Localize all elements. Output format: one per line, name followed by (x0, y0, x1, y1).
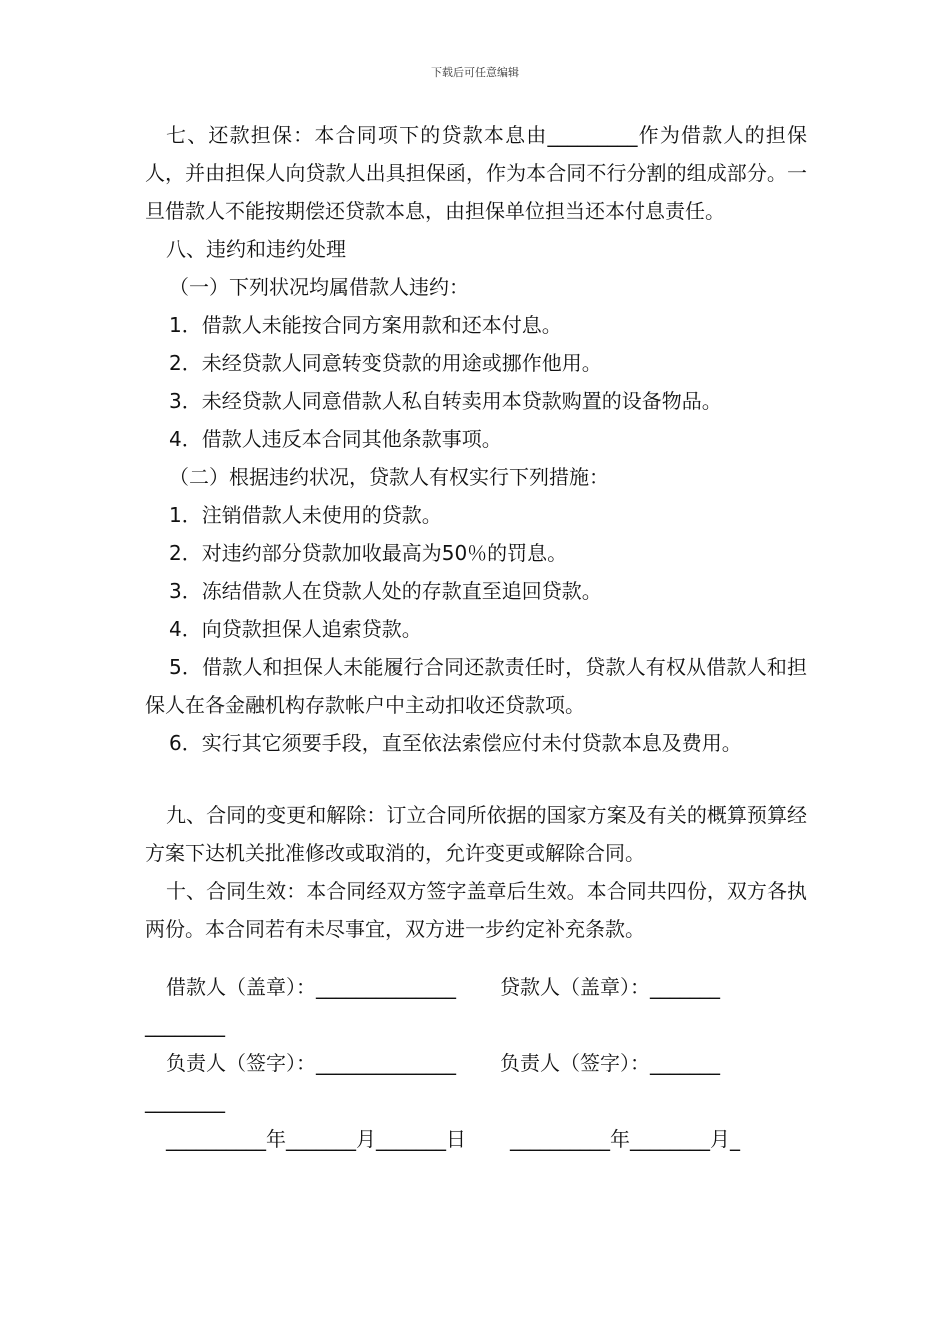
borrower-sign-field: 负责人（签字）：______________ (166, 1051, 456, 1075)
section-gap (145, 762, 807, 796)
contract-body (145, 116, 807, 1158)
borrower-date-field: __________年_______月_______日 (166, 1127, 466, 1151)
seal-line (145, 968, 807, 1006)
sign-line (145, 1044, 807, 1082)
clause-7-repayment-guarantee: 七、还款担保：本合同项下的贷款本息由_________作为借款人的担保人，并由担保人向贷款人出具担保函，作为本合同不行分割的组成部分。一旦借款人不能按期偿还贷款本息，由担保单位担当还本付息责任。 (145, 123, 807, 223)
lender-sign-field: 负责人（签字）：_______ (500, 1051, 720, 1075)
clause-8-2-item-2: 2．对违约部分贷款加收最高为50％的罚息。 (169, 541, 568, 565)
lender-date-field: __________年________月_ (510, 1127, 740, 1151)
clause-8-2-heading: （二）根据违约状况，贷款人有权实行下列措施： (169, 465, 609, 489)
clause-8-title: 八、违约和违约处理 (166, 237, 346, 261)
page-header-note: 下载后可任意编辑 (431, 66, 519, 79)
sign-line-continuation: ________ (145, 1089, 225, 1113)
clause-8-1-item-3: 3．未经贷款人同意借款人私自转卖用本贷款购置的设备物品。 (169, 389, 722, 413)
seal-line-continuation: ________ (145, 1013, 225, 1037)
lender-seal-field: 贷款人（盖章）：_______ (500, 975, 720, 999)
clause-8-2-item-4: 4．向贷款担保人追索贷款。 (169, 617, 422, 641)
clause-8-2-item-5: 5．借款人和担保人未能履行合同还款责任时，贷款人有权从借款人和担保人在各金融机构存款帐户中主动扣收还贷款项。 (145, 655, 807, 717)
clause-8-2-item-3: 3．冻结借款人在贷款人处的存款直至追回贷款。 (169, 579, 602, 603)
signature-block (145, 968, 807, 1158)
clause-8-1-item-1: 1．借款人未能按合同方案用款和还本付息。 (169, 313, 562, 337)
clause-8-2-item-1: 1．注销借款人未使用的贷款。 (169, 503, 442, 527)
clause-10-effectiveness: 十、合同生效：本合同经双方签字盖章后生效。本合同共四份，双方各执两份。本合同若有未尽事宜，双方进一步约定补充条款。 (145, 879, 807, 941)
date-line (145, 1120, 807, 1158)
clause-8-2-item-6: 6．实行其它须要手段，直至依法索偿应付未付贷款本息及费用。 (169, 731, 742, 755)
clause-8-1-item-2: 2．未经贷款人同意转变贷款的用途或挪作他用。 (169, 351, 602, 375)
borrower-seal-field: 借款人（盖章）：______________ (166, 975, 456, 999)
clause-9-modification: 九、合同的变更和解除：订立合同所依据的国家方案及有关的概算预算经方案下达机关批准修改或取消的，允许变更或解除合同。 (145, 803, 807, 865)
clause-8-1-item-4: 4．借款人违反本合同其他条款事项。 (169, 427, 502, 451)
clause-8-1-heading: （一）下列状况均属借款人违约： (169, 275, 469, 299)
